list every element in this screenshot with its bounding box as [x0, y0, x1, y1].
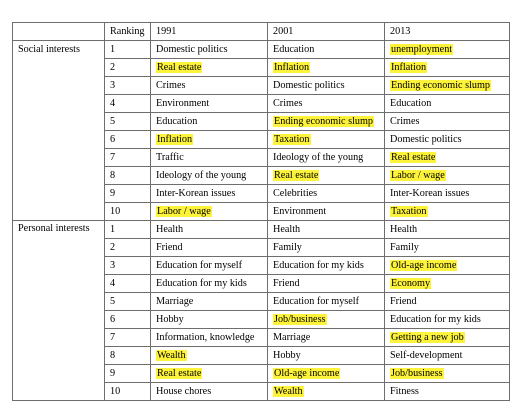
interest-text: Marriage — [273, 331, 311, 343]
highlighted-interest-text: Inflation — [391, 61, 427, 73]
highlighted-interest-text: Old-age income — [391, 259, 457, 271]
interest-cell-2001 — [268, 203, 385, 221]
interest-cell-2001 — [268, 167, 385, 185]
interest-cell-2001 — [268, 59, 385, 77]
interest-cell-2001 — [268, 221, 385, 239]
category-social-interests: Social interests — [13, 41, 105, 221]
rank-cell: 3 — [105, 257, 151, 275]
interest-cell-2013 — [385, 131, 510, 149]
table-container — [12, 22, 510, 401]
interest-text: Health — [156, 223, 184, 235]
header-row — [13, 23, 510, 41]
rank-cell: 4 — [105, 95, 151, 113]
interest-cell-2001 — [268, 365, 385, 383]
header-year-2013: 2013 — [385, 23, 510, 41]
interest-cell-1991 — [151, 95, 268, 113]
interest-cell-2001 — [268, 149, 385, 167]
interest-text: Friend — [156, 241, 183, 253]
highlighted-interest-text: Old-age income — [274, 367, 340, 379]
interest-text: Celebrities — [273, 187, 318, 199]
interest-cell-1991 — [151, 365, 268, 383]
interest-cell-2001 — [268, 95, 385, 113]
interest-cell-1991 — [151, 131, 268, 149]
interest-text: Marriage — [156, 295, 194, 307]
interest-cell-1991 — [151, 167, 268, 185]
interest-text: Education — [273, 43, 315, 55]
interest-cell-2001 — [268, 311, 385, 329]
rank-cell: 7 — [105, 149, 151, 167]
rank-cell: 10 — [105, 203, 151, 221]
interest-text: Education for myself — [156, 259, 243, 271]
interest-text: Family — [273, 241, 302, 253]
rank-cell: 8 — [105, 347, 151, 365]
interests-ranking-table — [12, 22, 510, 401]
table-row — [13, 41, 510, 59]
interest-cell-1991 — [151, 185, 268, 203]
interest-text: Crimes — [156, 79, 186, 91]
highlighted-interest-text: Real estate — [274, 169, 319, 181]
interest-cell-2013 — [385, 365, 510, 383]
interest-text: Environment — [156, 97, 210, 109]
interest-cell-1991 — [151, 257, 268, 275]
interest-cell-2001 — [268, 239, 385, 257]
highlighted-interest-text: Inflation — [157, 133, 193, 145]
interest-cell-2001 — [268, 77, 385, 95]
interest-text: Ideology of the young — [156, 169, 247, 181]
interest-cell-1991 — [151, 239, 268, 257]
highlighted-interest-text: Wealth — [157, 349, 186, 361]
interest-cell-2013 — [385, 59, 510, 77]
interest-text: Health — [273, 223, 301, 235]
interest-text: Health — [390, 223, 418, 235]
interest-text: Ideology of the young — [273, 151, 364, 163]
rank-cell: 2 — [105, 239, 151, 257]
interest-text: House chores — [156, 385, 212, 397]
interest-cell-2013 — [385, 77, 510, 95]
rank-cell: 3 — [105, 77, 151, 95]
highlighted-interest-text: Ending economic slump — [274, 115, 374, 127]
interest-cell-2001 — [268, 383, 385, 401]
interest-cell-2013 — [385, 239, 510, 257]
table-body — [13, 41, 510, 401]
interest-cell-2013 — [385, 293, 510, 311]
highlighted-interest-text: Job/business — [391, 367, 443, 379]
interest-text: Education — [156, 115, 198, 127]
interest-text: Friend — [273, 277, 300, 289]
interest-text: Fitness — [390, 385, 419, 397]
rank-cell: 1 — [105, 221, 151, 239]
interest-cell-2001 — [268, 257, 385, 275]
interest-text: Self-development — [390, 349, 463, 361]
category-personal-interests: Personal interests — [13, 221, 105, 401]
highlighted-interest-text: Job/business — [274, 313, 326, 325]
highlighted-interest-text: Inflation — [274, 61, 310, 73]
interest-cell-2001 — [268, 347, 385, 365]
rank-cell: 10 — [105, 383, 151, 401]
interest-cell-1991 — [151, 275, 268, 293]
interest-text: Education for myself — [273, 295, 360, 307]
highlighted-interest-text: Taxation — [274, 133, 310, 145]
interest-text: Crimes — [390, 115, 420, 127]
interest-cell-2013 — [385, 41, 510, 59]
interest-cell-1991 — [151, 113, 268, 131]
interest-cell-2013 — [385, 95, 510, 113]
highlighted-interest-text: Ending economic slump — [391, 79, 491, 91]
interest-cell-1991 — [151, 41, 268, 59]
interest-cell-2013 — [385, 329, 510, 347]
interest-cell-1991 — [151, 383, 268, 401]
interest-cell-2013 — [385, 383, 510, 401]
table-row — [13, 221, 510, 239]
rank-cell: 7 — [105, 329, 151, 347]
interest-cell-2001 — [268, 131, 385, 149]
interest-cell-2001 — [268, 113, 385, 131]
interest-cell-2013 — [385, 167, 510, 185]
interest-cell-1991 — [151, 293, 268, 311]
interest-cell-2013 — [385, 221, 510, 239]
interest-text: Domestic politics — [156, 43, 228, 55]
interest-cell-1991 — [151, 221, 268, 239]
highlighted-interest-text: Labor / wage — [157, 205, 211, 217]
interest-cell-1991 — [151, 311, 268, 329]
interest-text: Domestic politics — [390, 133, 462, 145]
interest-cell-2013 — [385, 185, 510, 203]
interest-text: Family — [390, 241, 419, 253]
rank-cell: 4 — [105, 275, 151, 293]
rank-cell: 5 — [105, 293, 151, 311]
interest-text: Education — [390, 97, 432, 109]
rank-cell: 5 — [105, 113, 151, 131]
rank-cell: 8 — [105, 167, 151, 185]
interest-cell-2001 — [268, 275, 385, 293]
interest-text: Inter-Korean issues — [156, 187, 236, 199]
interest-text: Inter-Korean issues — [390, 187, 470, 199]
highlighted-interest-text: Real estate — [157, 61, 202, 73]
rank-cell: 9 — [105, 365, 151, 383]
highlighted-interest-text: Real estate — [157, 367, 202, 379]
header-ranking: Ranking — [105, 23, 151, 41]
interest-text: Information, knowledge — [156, 331, 255, 343]
header-category — [13, 23, 105, 41]
interest-cell-2001 — [268, 185, 385, 203]
interest-text: Environment — [273, 205, 327, 217]
rank-cell: 6 — [105, 131, 151, 149]
interest-cell-2013 — [385, 275, 510, 293]
interest-text: Education for my kids — [156, 277, 247, 289]
interest-cell-2013 — [385, 203, 510, 221]
interest-text: Education for my kids — [273, 259, 364, 271]
interest-cell-2013 — [385, 113, 510, 131]
rank-cell: 9 — [105, 185, 151, 203]
interest-text: Hobby — [156, 313, 184, 325]
interest-text: Traffic — [156, 151, 184, 163]
interest-cell-2013 — [385, 257, 510, 275]
highlighted-interest-text: Economy — [391, 277, 431, 289]
interest-text: Hobby — [273, 349, 301, 361]
interest-cell-2001 — [268, 41, 385, 59]
rank-cell: 2 — [105, 59, 151, 77]
header-year-1991: 1991 — [151, 23, 268, 41]
interest-text: Friend — [390, 295, 417, 307]
highlighted-interest-text: Labor / wage — [391, 169, 445, 181]
interest-text: Crimes — [273, 97, 303, 109]
interest-cell-1991 — [151, 329, 268, 347]
interest-cell-2001 — [268, 329, 385, 347]
interest-cell-2013 — [385, 149, 510, 167]
highlighted-interest-text: unemployment — [391, 43, 453, 55]
highlighted-interest-text: Wealth — [274, 385, 303, 397]
interest-cell-1991 — [151, 77, 268, 95]
interest-text: Education for my kids — [390, 313, 481, 325]
highlighted-interest-text: Taxation — [391, 205, 427, 217]
rank-cell: 1 — [105, 41, 151, 59]
interest-cell-2013 — [385, 347, 510, 365]
interest-cell-2001 — [268, 293, 385, 311]
rank-cell: 6 — [105, 311, 151, 329]
interest-cell-2013 — [385, 311, 510, 329]
interest-cell-1991 — [151, 203, 268, 221]
highlighted-interest-text: Getting a new job — [391, 331, 464, 343]
interest-cell-1991 — [151, 347, 268, 365]
interest-cell-1991 — [151, 59, 268, 77]
header-year-2001: 2001 — [268, 23, 385, 41]
interest-cell-1991 — [151, 149, 268, 167]
highlighted-interest-text: Real estate — [391, 151, 436, 163]
interest-text: Domestic politics — [273, 79, 345, 91]
